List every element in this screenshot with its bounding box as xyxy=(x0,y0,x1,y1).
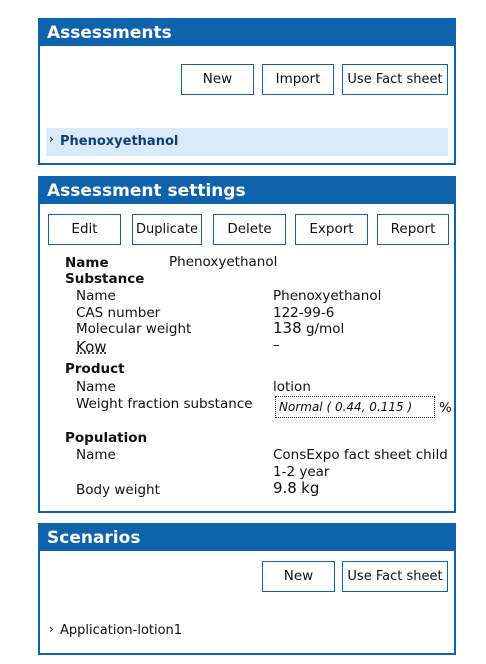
product-name-label: Name xyxy=(76,379,116,395)
new-scenario-button[interactable]: New xyxy=(262,561,335,592)
kow-value: – xyxy=(273,337,280,353)
molecular-weight-number: 138 xyxy=(273,319,302,337)
edit-button[interactable]: Edit xyxy=(48,214,121,245)
substance-name-value: Phenoxyethanol xyxy=(273,288,382,304)
substance-heading: Substance xyxy=(65,271,145,287)
population-name-label: Name xyxy=(76,447,116,463)
list-item[interactable] xyxy=(46,128,448,156)
list-item[interactable] xyxy=(46,619,448,643)
weight-fraction-field[interactable]: Normal ( 0.44, 0.115 ) xyxy=(275,396,435,418)
population-name-value-line1: ConsExpo fact sheet child xyxy=(273,447,448,463)
body-weight-label: Body weight xyxy=(76,482,160,498)
assessment-settings-panel xyxy=(38,176,456,513)
report-button[interactable]: Report xyxy=(377,214,449,245)
body-weight-number: 9.8 xyxy=(273,479,297,497)
population-name-value-line2: 1-2 year xyxy=(273,464,330,480)
molecular-weight-unit: g/mol xyxy=(305,321,345,337)
body-weight-unit: kg xyxy=(301,479,320,497)
name-label: Name xyxy=(65,255,109,271)
export-button[interactable]: Export xyxy=(295,214,368,245)
molecular-weight-value xyxy=(273,320,344,337)
assessments-header: Assessments xyxy=(40,20,454,46)
assessments-panel xyxy=(38,18,456,165)
delete-button[interactable]: Delete xyxy=(213,214,286,245)
weight-fraction-unit: % xyxy=(439,400,452,416)
scenario-use-fact-sheet-button[interactable]: Use Fact sheet xyxy=(342,561,448,592)
scenarios-panel xyxy=(38,523,456,655)
chevron-right-icon: › xyxy=(49,132,54,146)
population-heading: Population xyxy=(65,430,148,446)
import-button[interactable]: Import xyxy=(262,64,334,95)
assessment-name-value: Phenoxyethanol xyxy=(169,254,278,270)
cas-number-label: CAS number xyxy=(76,305,161,321)
body-weight-value xyxy=(273,480,319,497)
scenarios-header: Scenarios xyxy=(40,525,454,551)
product-name-value: lotion xyxy=(273,379,311,395)
product-heading: Product xyxy=(65,361,125,377)
assessment-item-label: Phenoxyethanol xyxy=(60,134,179,149)
assessment-settings-header: Assessment settings xyxy=(40,178,454,204)
kow-label[interactable]: Kow xyxy=(76,338,107,356)
use-fact-sheet-button[interactable]: Use Fact sheet xyxy=(342,64,448,95)
new-assessment-button[interactable]: New xyxy=(181,64,254,95)
chevron-right-icon: › xyxy=(49,622,54,636)
weight-fraction-label: Weight fraction substance xyxy=(76,396,253,412)
cas-number-value: 122-99-6 xyxy=(273,305,335,321)
substance-name-label: Name xyxy=(76,288,116,304)
molecular-weight-label: Molecular weight xyxy=(76,321,192,337)
duplicate-button[interactable]: Duplicate xyxy=(132,214,202,245)
scenario-item-label: Application-lotion1 xyxy=(60,623,183,638)
